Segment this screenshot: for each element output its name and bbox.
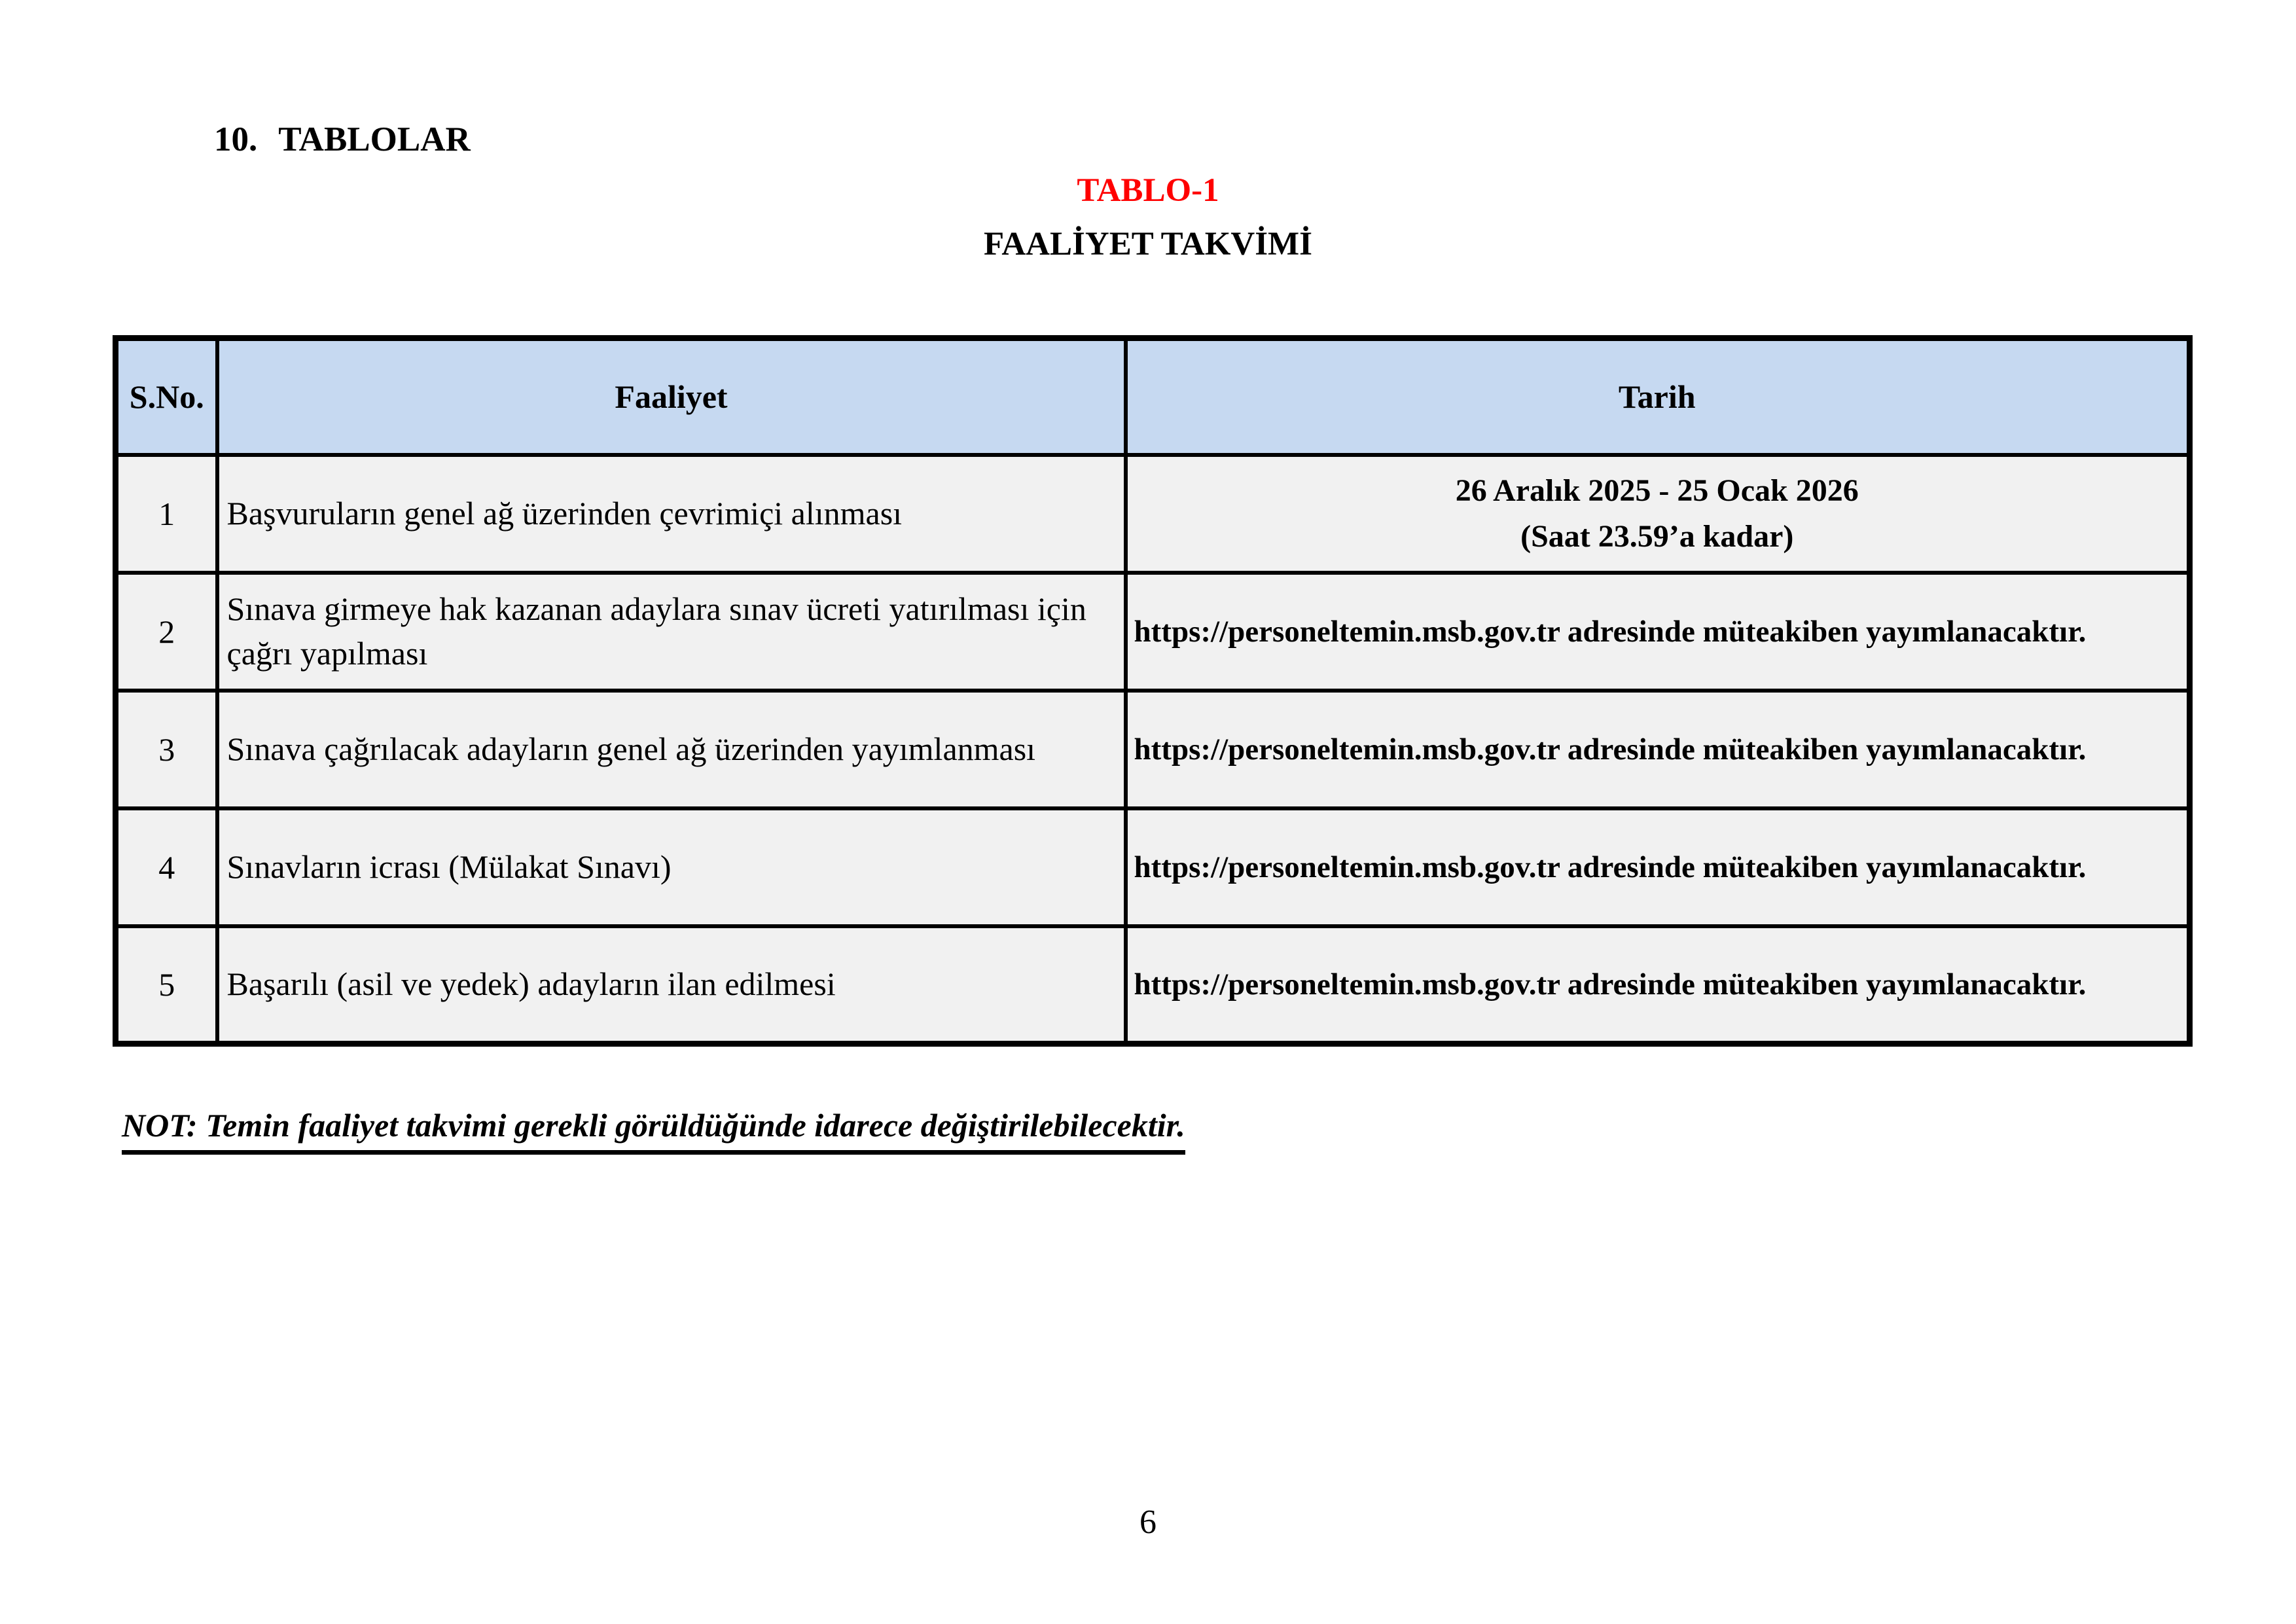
row-number: 3 [116,691,217,808]
faaliyet-takvimi-table [113,335,2193,1047]
faaliyet-cell: Başvuruların genel ağ üzerinden çevrimiçi alınması [217,455,1126,573]
note [122,1106,1185,1155]
table-row [116,455,2190,573]
row-number: 1 [116,455,217,573]
tarih-line-2: (Saat 23.59’a kadar) [1520,518,1794,554]
table-header-row [116,338,2190,455]
section-number: 10. [214,120,258,158]
faaliyet-cell: Sınava girmeye hak kazanan adaylara sınav ücreti yatırılması için çağrı yapılması [217,573,1126,691]
tarih-cell [1126,455,2190,573]
table-row [116,926,2190,1044]
section-title: TABLOLAR [278,120,471,158]
table-row [116,691,2190,808]
faaliyet-cell: Sınava çağrılacak adayların genel ağ üzerinden yayımlanması [217,691,1126,808]
faaliyet-cell: Başarılı (asil ve yedek) adayların ilan edilmesi [217,926,1126,1044]
section-heading [214,120,471,159]
header-tarih: Tarih [1126,338,2190,455]
row-number: 5 [116,926,217,1044]
table-row [116,573,2190,691]
tarih-cell: https://personeltemin.msb.gov.tr adresinde müteakiben yayımlanacaktır. [1126,926,2190,1044]
header-faaliyet: Faaliyet [217,338,1126,455]
row-number: 4 [116,808,217,926]
tarih-line-1: 26 Aralık 2025 - 25 Ocak 2026 [1455,473,1859,508]
faaliyet-cell: Sınavların icrası (Mülakat Sınavı) [217,808,1126,926]
table-title: FAALİYET TAKVİMİ [983,226,1313,262]
tarih-cell: https://personeltemin.msb.gov.tr adresinde müteakiben yayımlanacaktır. [1126,691,2190,808]
header-sno: S.No. [116,338,217,455]
table-row [116,808,2190,926]
tarih-cell: https://personeltemin.msb.gov.tr adresinde müteakiben yayımlanacaktır. [1126,573,2190,691]
table-label: TABLO-1 [1077,172,1219,209]
row-number: 2 [116,573,217,691]
page-number: 6 [1139,1504,1157,1541]
tarih-cell: https://personeltemin.msb.gov.tr adresinde müteakiben yayımlanacaktır. [1126,808,2190,926]
note-text: NOT: Temin faaliyet takvimi gerekli görüldüğünde idarece değiştirilebilecektir. [122,1106,1185,1155]
